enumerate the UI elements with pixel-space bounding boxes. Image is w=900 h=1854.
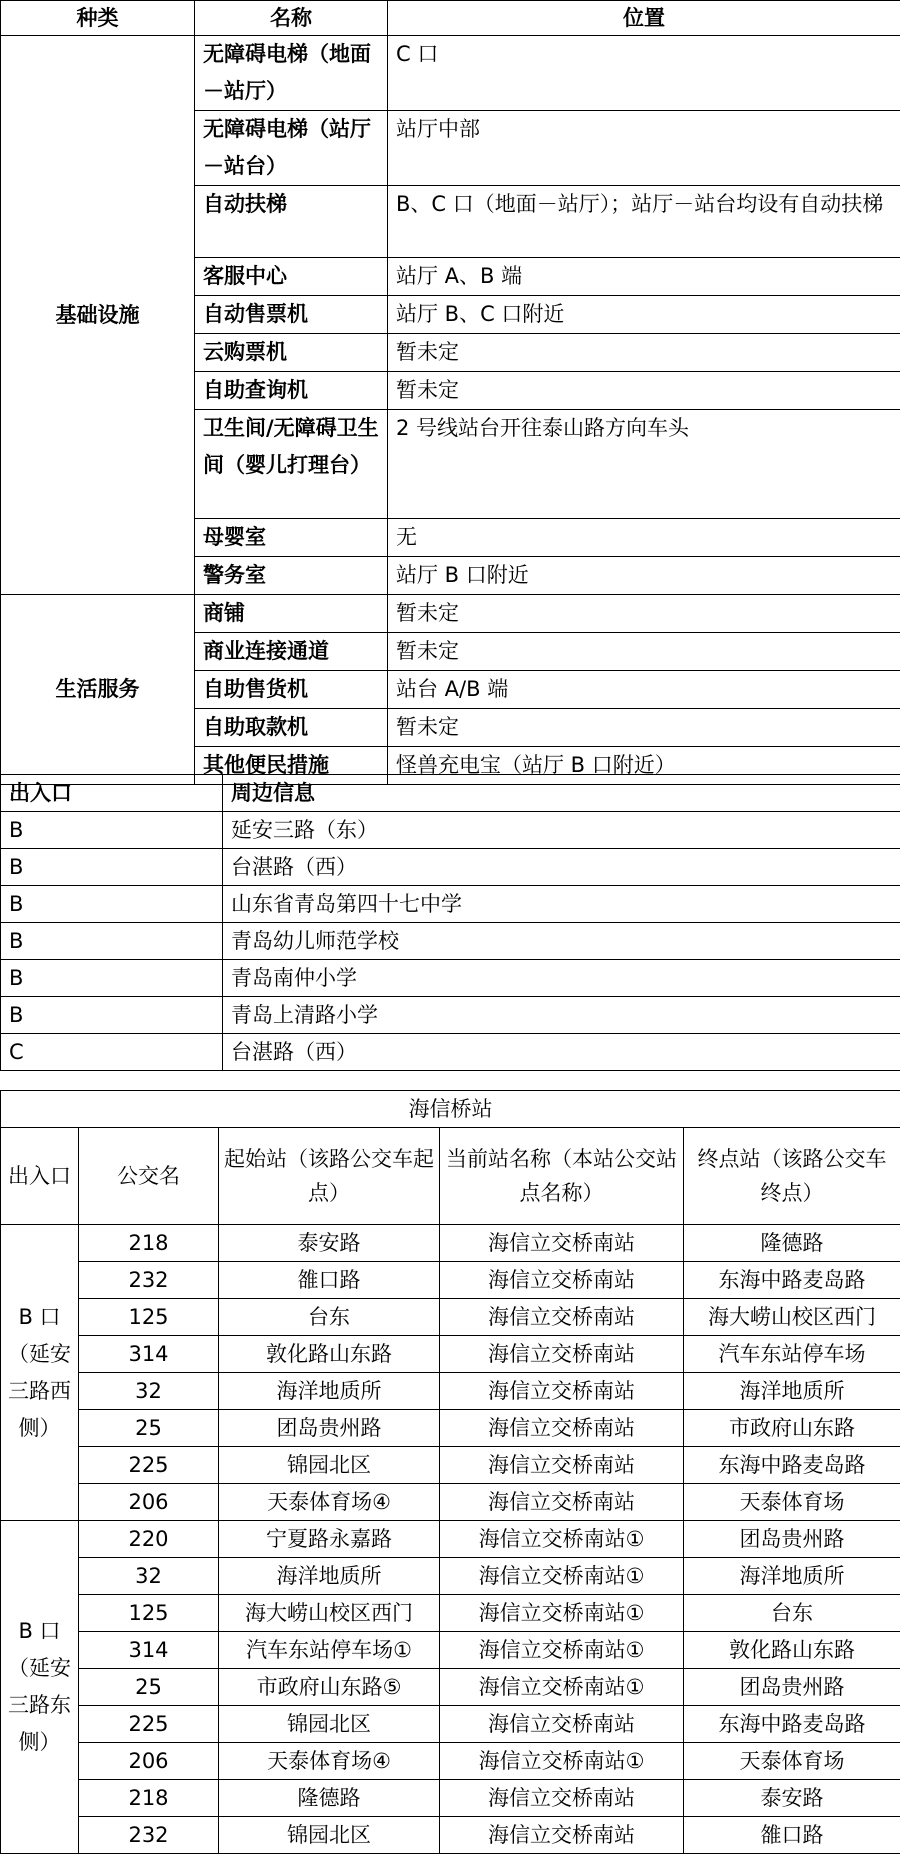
bus-route-cell: 220 <box>79 1521 219 1558</box>
bus-current-cell: 海信立交桥南站① <box>440 1743 684 1780</box>
facility-location: 2 号线站台开往泰山路方向车头 <box>388 410 900 519</box>
bus-start-cell: 天泰体育场④ <box>219 1743 440 1780</box>
bus-route-cell: 314 <box>79 1632 219 1669</box>
header-category: 种类 <box>1 1 195 36</box>
facility-location: 暂未定 <box>388 709 900 747</box>
bus-end-cell: 东海中路麦岛路 <box>684 1706 900 1743</box>
table-row <box>1 36 900 111</box>
bus-header-row <box>1 1128 900 1225</box>
bus-current-cell: 海信立交桥南站 <box>440 1410 684 1447</box>
facility-location: 暂未定 <box>388 595 900 633</box>
bus-route-cell: 125 <box>79 1299 219 1336</box>
facility-location: 怪兽充电宝（站厅 B 口附近） <box>388 747 900 785</box>
bus-route-cell: 206 <box>79 1484 219 1521</box>
bus-start-cell: 市政府山东路⑤ <box>219 1669 440 1706</box>
bus-route-cell: 25 <box>79 1669 219 1706</box>
header-name: 名称 <box>195 1 388 36</box>
header-exit: 出入口 <box>1 775 223 812</box>
bus-exit-cell: B 口（延安三路西侧） <box>1 1225 79 1521</box>
bus-route-cell: 225 <box>79 1447 219 1484</box>
info-cell: 青岛幼儿师范学校 <box>223 923 900 960</box>
bus-current-cell: 海信立交桥南站 <box>440 1225 684 1262</box>
bus-start-cell: 锦园北区 <box>219 1817 440 1854</box>
facility-name: 无障碍电梯（站厅－站台） <box>195 111 388 186</box>
table-row <box>1 886 900 923</box>
facility-name: 商铺 <box>195 595 388 633</box>
info-cell: 台湛路（西） <box>223 1034 900 1071</box>
facility-name: 无障碍电梯（地面－站厅） <box>195 36 388 111</box>
bus-end-cell: 海大崂山校区西门 <box>684 1299 900 1336</box>
facility-name: 警务室 <box>195 557 388 595</box>
table-row <box>1 849 900 886</box>
bus-end-cell: 雒口路 <box>684 1817 900 1854</box>
exit-cell: B <box>1 812 223 849</box>
bus-start-cell: 锦园北区 <box>219 1447 440 1484</box>
table-row <box>1 1373 900 1410</box>
facilities-table <box>0 0 900 785</box>
facility-location: 站厅 B、C 口附近 <box>388 296 900 334</box>
bus-route-cell: 225 <box>79 1706 219 1743</box>
bus-route-cell: 206 <box>79 1743 219 1780</box>
facility-location: 暂未定 <box>388 633 900 671</box>
bus-start-cell: 宁夏路永嘉路 <box>219 1521 440 1558</box>
exit-cell: B <box>1 886 223 923</box>
bus-current-cell: 海信立交桥南站 <box>440 1817 684 1854</box>
bus-start-cell: 台东 <box>219 1299 440 1336</box>
table-row <box>1 1262 900 1299</box>
bus-end-cell: 天泰体育场 <box>684 1743 900 1780</box>
bus-start-cell: 海洋地质所 <box>219 1558 440 1595</box>
bus-end-cell: 海洋地质所 <box>684 1373 900 1410</box>
header-location: 位置 <box>388 1 900 36</box>
facilities-header-row <box>1 1 900 36</box>
header-info: 周边信息 <box>223 775 900 812</box>
table-row <box>1 960 900 997</box>
bus-route-cell: 218 <box>79 1780 219 1817</box>
facility-location: 站厅 A、B 端 <box>388 258 900 296</box>
bus-exit-cell: B 口（延安三路东侧） <box>1 1521 79 1854</box>
facility-location: C 口 <box>388 36 900 111</box>
bus-start-cell: 雒口路 <box>219 1262 440 1299</box>
bus-route-cell: 314 <box>79 1336 219 1373</box>
bus-current-cell: 海信立交桥南站 <box>440 1299 684 1336</box>
bus-current-cell: 海信立交桥南站 <box>440 1447 684 1484</box>
facility-name: 客服中心 <box>195 258 388 296</box>
bus-start-cell: 海洋地质所 <box>219 1373 440 1410</box>
table-row <box>1 1817 900 1854</box>
bus-end-cell: 团岛贵州路 <box>684 1669 900 1706</box>
bus-current-cell: 海信立交桥南站 <box>440 1780 684 1817</box>
table-row <box>1 1669 900 1706</box>
bus-start-cell: 隆德路 <box>219 1780 440 1817</box>
surroundings-header-row <box>1 775 900 812</box>
table-row <box>1 1447 900 1484</box>
table-row <box>1 1225 900 1262</box>
bus-route-cell: 232 <box>79 1262 219 1299</box>
station-title-row <box>1 1091 900 1128</box>
bus-end-cell: 东海中路麦岛路 <box>684 1447 900 1484</box>
table-row <box>1 1336 900 1373</box>
facility-name: 自动售票机 <box>195 296 388 334</box>
bus-current-cell: 海信立交桥南站① <box>440 1558 684 1595</box>
table-row <box>1 997 900 1034</box>
table-row <box>1 1743 900 1780</box>
table-row <box>1 595 900 633</box>
info-cell: 延安三路（东） <box>223 812 900 849</box>
table-row <box>1 923 900 960</box>
exit-cell: C <box>1 1034 223 1071</box>
bus-route-cell: 125 <box>79 1595 219 1632</box>
table-row <box>1 1780 900 1817</box>
facility-location: B、C 口（地面－站厅）；站厅－站台均设有自动扶梯 <box>388 186 900 258</box>
table-row <box>1 1632 900 1669</box>
bus-start-cell: 泰安路 <box>219 1225 440 1262</box>
table-row <box>1 1034 900 1071</box>
table-row <box>1 1706 900 1743</box>
bus-start-cell: 海大崂山校区西门 <box>219 1595 440 1632</box>
bus-end-cell: 团岛贵州路 <box>684 1521 900 1558</box>
bus-start-cell: 汽车东站停车场① <box>219 1632 440 1669</box>
bus-current-cell: 海信立交桥南站 <box>440 1484 684 1521</box>
header-exit: 出入口 <box>1 1128 79 1225</box>
table-row <box>1 812 900 849</box>
facility-name: 自助售货机 <box>195 671 388 709</box>
facility-location: 无 <box>388 519 900 557</box>
category-cell: 生活服务 <box>1 595 195 785</box>
bus-route-cell: 25 <box>79 1410 219 1447</box>
exit-cell: B <box>1 849 223 886</box>
facility-name: 自助查询机 <box>195 372 388 410</box>
bus-route-cell: 32 <box>79 1373 219 1410</box>
bus-end-cell: 天泰体育场 <box>684 1484 900 1521</box>
bus-end-cell: 泰安路 <box>684 1780 900 1817</box>
bus-end-cell: 市政府山东路 <box>684 1410 900 1447</box>
info-cell: 青岛上清路小学 <box>223 997 900 1034</box>
bus-end-cell: 东海中路麦岛路 <box>684 1262 900 1299</box>
facility-name: 商业连接通道 <box>195 633 388 671</box>
table-row <box>1 1484 900 1521</box>
bus-end-cell: 敦化路山东路 <box>684 1632 900 1669</box>
table-row <box>1 1410 900 1447</box>
exit-cell: B <box>1 997 223 1034</box>
bus-route-cell: 218 <box>79 1225 219 1262</box>
table-row <box>1 1521 900 1558</box>
facility-name: 卫生间/无障碍卫生间（婴儿打理台） <box>195 410 388 519</box>
bus-current-cell: 海信立交桥南站① <box>440 1669 684 1706</box>
facility-location: 站厅 B 口附近 <box>388 557 900 595</box>
facility-name: 其他便民措施 <box>195 747 388 785</box>
bus-current-cell: 海信立交桥南站① <box>440 1632 684 1669</box>
bus-current-cell: 海信立交桥南站 <box>440 1336 684 1373</box>
surroundings-table <box>0 774 900 1071</box>
bus-route-cell: 232 <box>79 1817 219 1854</box>
bus-current-cell: 海信立交桥南站 <box>440 1373 684 1410</box>
facility-name: 母婴室 <box>195 519 388 557</box>
bus-end-cell: 隆德路 <box>684 1225 900 1262</box>
bus-current-cell: 海信立交桥南站 <box>440 1706 684 1743</box>
bus-current-cell: 海信立交桥南站① <box>440 1595 684 1632</box>
bus-start-cell: 团岛贵州路 <box>219 1410 440 1447</box>
facility-name: 自助取款机 <box>195 709 388 747</box>
exit-cell: B <box>1 923 223 960</box>
facility-location: 站台 A/B 端 <box>388 671 900 709</box>
facility-location: 站厅中部 <box>388 111 900 186</box>
header-end: 终点站（该路公交车终点） <box>684 1128 900 1225</box>
bus-current-cell: 海信立交桥南站 <box>440 1262 684 1299</box>
bus-start-cell: 天泰体育场④ <box>219 1484 440 1521</box>
bus-start-cell: 敦化路山东路 <box>219 1336 440 1373</box>
facility-name: 云购票机 <box>195 334 388 372</box>
info-cell: 山东省青岛第四十七中学 <box>223 886 900 923</box>
facility-location: 暂未定 <box>388 372 900 410</box>
header-current: 当前站名称（本站公交站点名称） <box>440 1128 684 1225</box>
facility-name: 自动扶梯 <box>195 186 388 258</box>
bus-end-cell: 汽车东站停车场 <box>684 1336 900 1373</box>
table-row <box>1 1558 900 1595</box>
bus-table <box>0 1090 900 1854</box>
table-row <box>1 1299 900 1336</box>
info-cell: 台湛路（西） <box>223 849 900 886</box>
facility-location: 暂未定 <box>388 334 900 372</box>
bus-end-cell: 海洋地质所 <box>684 1558 900 1595</box>
header-start: 起始站（该路公交车起点） <box>219 1128 440 1225</box>
exit-cell: B <box>1 960 223 997</box>
bus-current-cell: 海信立交桥南站① <box>440 1521 684 1558</box>
category-cell: 基础设施 <box>1 36 195 595</box>
table-row <box>1 1595 900 1632</box>
station-title: 海信桥站 <box>1 1091 900 1128</box>
info-cell: 青岛南仲小学 <box>223 960 900 997</box>
bus-end-cell: 台东 <box>684 1595 900 1632</box>
bus-route-cell: 32 <box>79 1558 219 1595</box>
header-route: 公交名 <box>79 1128 219 1225</box>
bus-start-cell: 锦园北区 <box>219 1706 440 1743</box>
